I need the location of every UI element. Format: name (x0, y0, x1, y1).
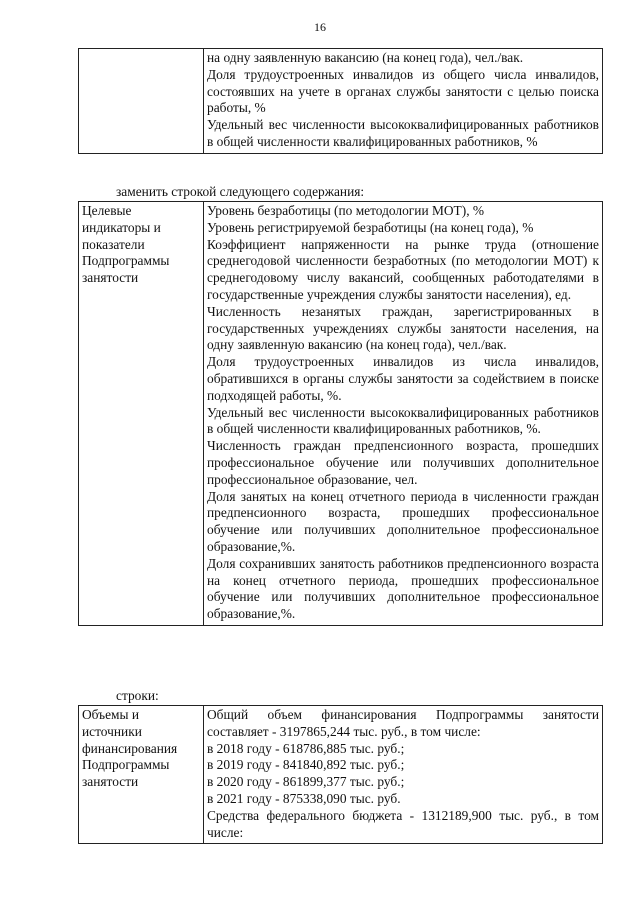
left-cell-label (79, 706, 204, 844)
empty-left-cell (79, 49, 204, 154)
financing-table (78, 705, 603, 844)
financing-line: в 2021 году - 875338,090 тыс. руб. (207, 790, 401, 806)
indicator-line: Удельный вес численности высококвалифицированных работников в общей численности квалифицированных работников, % (207, 117, 599, 149)
indicator-line: Удельный вес численности высококвалифицированных работников в общей численности квалифицированных работников, %. (207, 404, 599, 437)
financing-line: в 2020 году - 861899,377 тыс. руб.; (207, 774, 405, 790)
indicator-line: Доля трудоустроенных инвалидов из числа инвалидов, обратившихся в органы службы занятости за содействием в поиске подходящей работы, %. (207, 354, 599, 403)
indicator-line: Доля занятых на конец отчетного периода в численности граждан предпенсионного возраста, прошедших профессиональное обучение или получивших дополнительное профессиональное образование,%. (207, 488, 599, 554)
financing-line: в 2019 году - 841840,892 тыс. руб.; (207, 757, 405, 773)
indicator-line: Коэффициент напряженности на рынке труда (отношение среднегодовой численности безработных (по методологии МОТ) к среднегодовому числу вакансий, сообщенных работодателями в государственные учреждения службы занятости населения), ед. (207, 236, 599, 302)
financing-line: Общий объем финансирования Подпрограммы занятости составляет - 3197865,244 тыс. руб., в том числе: (207, 707, 599, 739)
indicators-cell (204, 49, 603, 154)
indicator-line: Доля трудоустроенных инвалидов из общего числа инвалидов, состоявших на учете в органах службы занятости с целью поиска работы, % (207, 66, 599, 116)
indicator-line: Уровень безработицы (по методологии МОТ), % (207, 203, 485, 218)
indicator-line: Численность граждан предпенсионного возраста, прошедших профессиональное обучение или получивших дополнительное профессиональное образование, чел. (207, 438, 599, 487)
left-cell-label (79, 202, 204, 626)
indicator-line: Доля сохранивших занятость работников предпенсионного возраста на конец отчетного периода, прошедших профессиональное обучение или получивших дополнительное профессиональное образование,%. (207, 555, 599, 622)
indicator-line: на одну заявленную вакансию (на конец года), чел./вак. (207, 50, 524, 65)
financing-line: Средства федерального бюджета - 1312189,900 тыс. руб., в том числе: (207, 807, 599, 840)
rows-note: строки: (116, 688, 159, 703)
page-number: 16 (314, 20, 326, 34)
indicators-cell (204, 202, 603, 626)
replace-note: заменить строкой следующего содержания: (116, 184, 365, 199)
indicator-line: Численность незанятых граждан, зарегистрированных в государственных учреждениях службы занятости населения, на одну заявленную вакансию (на конец года), чел./вак. (207, 303, 599, 353)
financing-cell (204, 706, 603, 844)
target-indicators-label: Целевые индикаторы и показатели Подпрограммы занятости (82, 203, 170, 286)
target-indicators-table (78, 201, 603, 626)
indicators-table-continued (78, 48, 603, 154)
indicator-line: Уровень регистрируемой безработицы (на конец года), % (207, 219, 534, 235)
financing-label: Объемы и источники финансирования Подпрограммы занятости (82, 707, 178, 790)
financing-line: в 2018 году - 618786,885 тыс. руб.; (207, 740, 405, 756)
